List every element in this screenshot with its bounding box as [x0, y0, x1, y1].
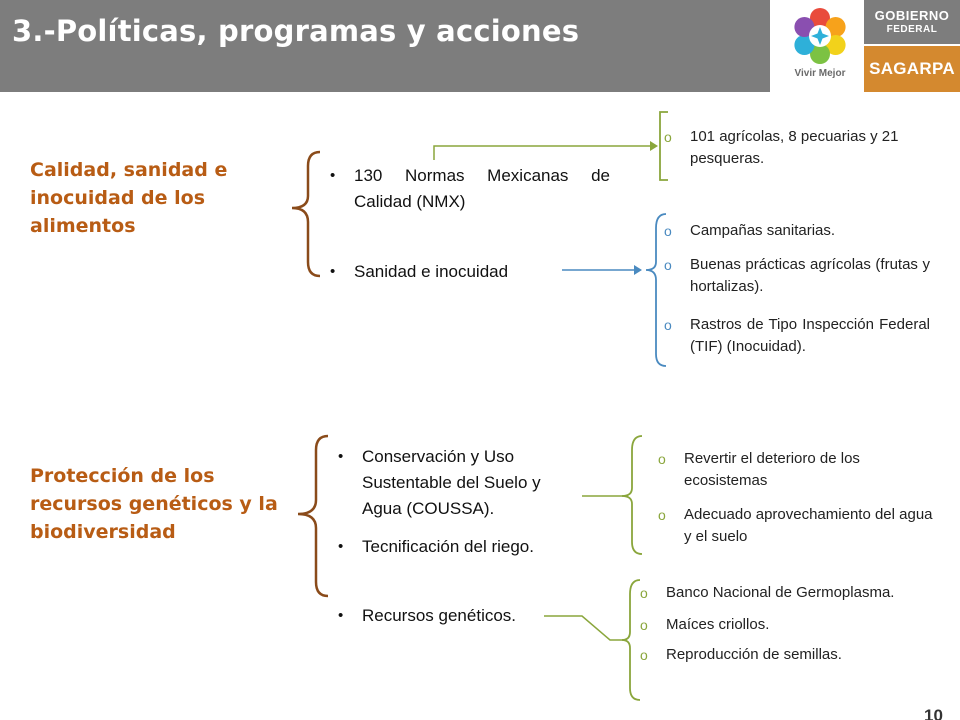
page-number: 10 — [924, 706, 943, 720]
bullet-tecnificacion — [338, 534, 592, 560]
bullet-marker: • — [338, 538, 344, 555]
gobierno-line: GOBIERNO — [874, 8, 950, 23]
sub-item-germoplasma — [640, 582, 956, 604]
arrow-s1-a — [650, 141, 658, 151]
federal-line: FEDERAL — [886, 24, 938, 35]
sagarpa-text: SAGARPA — [869, 59, 955, 78]
bracket-s2-a — [622, 436, 642, 554]
sub-item-text: 101 agrícolas, 8 pecuarias y 21 pesqueras. — [690, 128, 899, 167]
sub-item-text: Rastros de Tipo Inspección Federal (TIF) (Inocuidad). — [690, 316, 930, 355]
bullet-marker: • — [338, 607, 344, 624]
connector-s1-a — [434, 146, 650, 160]
sub-item-text: Banco Nacional de Germoplasma. — [666, 584, 895, 601]
bullet-tecnificacion-text: Tecnificación del riego. — [362, 537, 534, 556]
bullet-marker: • — [330, 167, 336, 184]
sub-item-campanas — [664, 220, 930, 242]
sub-marker: o — [658, 451, 666, 467]
sub-item-text: Reproducción de semillas. — [666, 646, 842, 663]
category-proteccion: Protección de los recursos genéticos y la biodiversidad — [30, 465, 278, 543]
sub-item-buenas-practicas — [664, 254, 930, 298]
sub-marker: o — [664, 223, 672, 239]
bullet-marker: • — [338, 448, 344, 465]
bullet-coussa — [338, 444, 582, 522]
sub-item-revertir — [658, 448, 934, 492]
sub-item-text: Adecuado aprovechamiento del agua y el suelo — [684, 506, 933, 545]
bullet-sanidad-text: Sanidad e inocuidad — [354, 262, 509, 281]
sub-item-maices — [640, 614, 916, 636]
sub-marker: o — [640, 617, 648, 633]
bullet-sanidad — [330, 259, 574, 285]
sub-item-text: Buenas prácticas agrícolas (frutas y hortalizas). — [690, 256, 930, 295]
sub-item-text: Campañas sanitarias. — [690, 222, 836, 239]
bracket-s2-b — [622, 580, 640, 700]
bullet-recursos-text: Recursos genéticos. — [362, 606, 517, 625]
sub-item-semillas — [640, 644, 916, 666]
bullet-normas — [330, 163, 610, 215]
slide-title: 3.-Políticas, programas y acciones — [12, 14, 580, 48]
sub-item-text: Revertir el deterioro de los ecosistemas — [684, 450, 860, 489]
sub-item-text: Maíces criollos. — [666, 616, 770, 633]
brace-section2 — [298, 436, 328, 596]
sub-item-aprovechamiento — [658, 504, 934, 548]
sub-marker: o — [664, 317, 672, 333]
sub-item-nmx-breakdown — [664, 126, 920, 170]
sub-marker: o — [664, 257, 672, 273]
sub-marker: o — [658, 507, 666, 523]
category-calidad: Calidad, sanidad e inocuidad de los alimentos — [30, 159, 228, 237]
bullet-marker: • — [330, 263, 336, 280]
sub-marker: o — [640, 585, 648, 601]
sub-item-rastros-tif — [664, 314, 930, 358]
bullet-coussa-text: Conservación y Uso Sustentable del Suelo y Agua (COUSSA). — [362, 447, 541, 518]
sub-marker: o — [640, 647, 648, 663]
bullet-recursos-geneticos — [338, 603, 562, 629]
sub-marker: o — [664, 129, 672, 145]
arrow-s1-b — [634, 265, 642, 275]
bullet-normas-text: 130 Normas Mexicanas de Calidad (NMX) — [354, 166, 610, 211]
bracket-s1-b — [646, 214, 666, 366]
vivir-mejor-caption: Vivir Mejor — [794, 68, 846, 79]
brace-section1 — [292, 152, 320, 276]
